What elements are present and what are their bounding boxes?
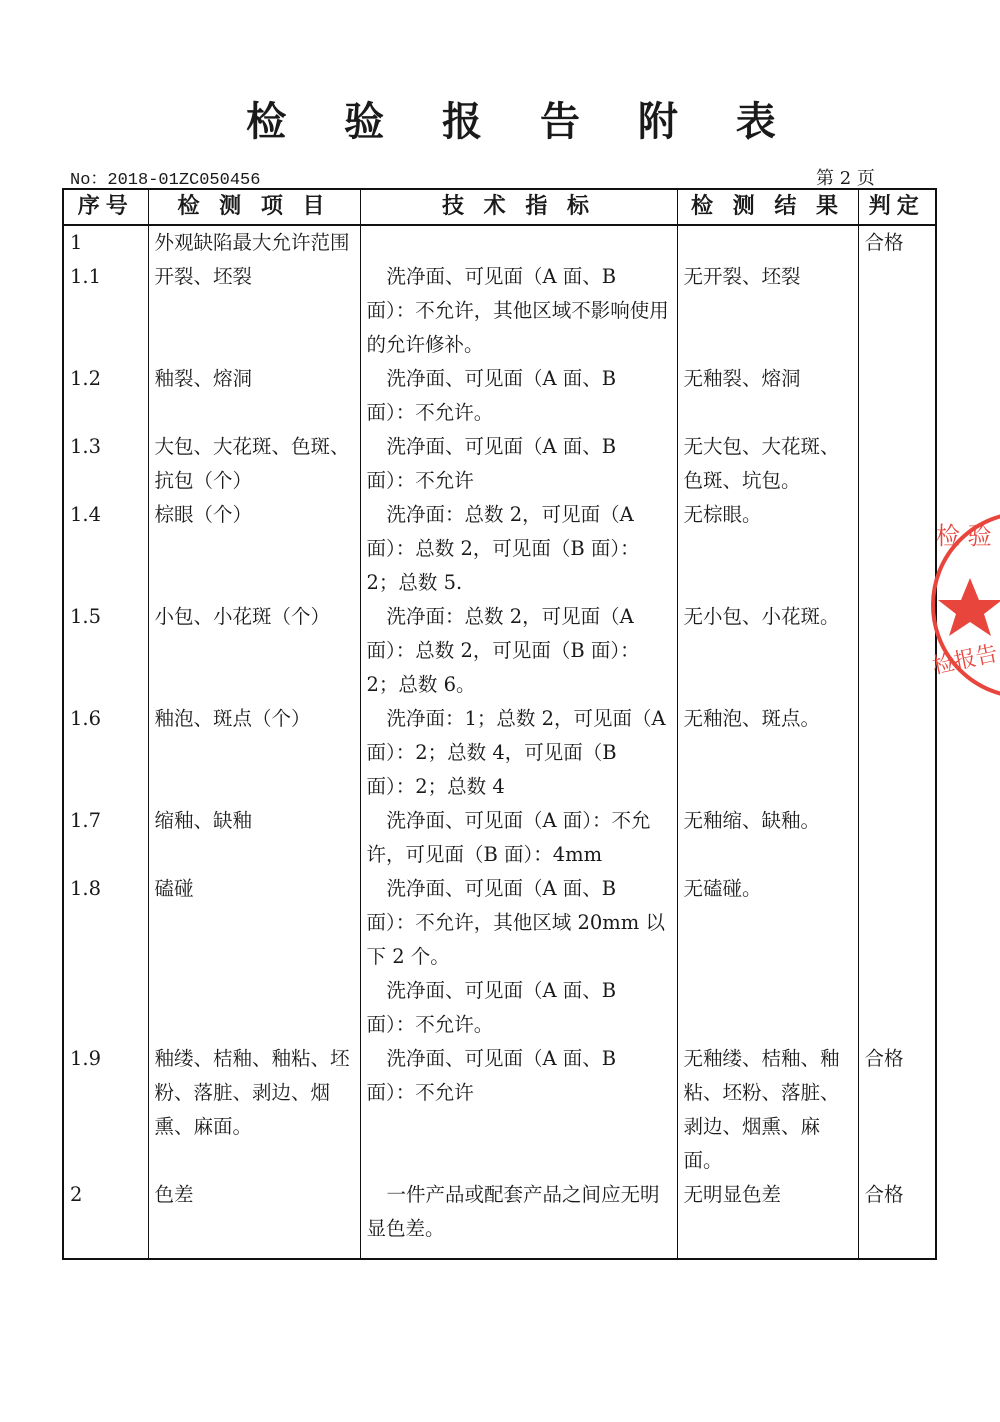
row-result: 无磕碰。 xyxy=(677,872,858,1042)
row-spec xyxy=(360,804,677,872)
row-result: 无大包、大花斑、色斑、坑包。 xyxy=(677,430,858,498)
row-item: 釉泡、斑点（个） xyxy=(148,702,360,804)
header-seq: 序号 xyxy=(63,189,148,225)
seal-text-bottom: 检报告 xyxy=(930,641,1000,680)
row-spec xyxy=(360,702,677,804)
table-row xyxy=(63,600,936,702)
row-verdict xyxy=(858,362,936,430)
row-seq: 1 xyxy=(63,225,148,260)
row-seq: 1.2 xyxy=(63,362,148,430)
inspection-table xyxy=(62,188,937,1260)
row-seq: 2 xyxy=(63,1178,148,1259)
row-seq: 1.4 xyxy=(63,498,148,600)
table-row xyxy=(63,702,936,804)
row-spec xyxy=(360,1042,677,1178)
page-number: 第 2 页 xyxy=(816,168,875,189)
spec-paragraph: 洗净面、可见面（A 面、B 面）：不允许。 xyxy=(366,367,617,424)
row-result: 无棕眼。 xyxy=(677,498,858,600)
row-seq: 1.6 xyxy=(63,702,148,804)
row-result: 无釉缩、缺釉。 xyxy=(677,804,858,872)
row-spec xyxy=(360,498,677,600)
row-item: 釉裂、熔洞 xyxy=(148,362,360,430)
spec-paragraph: 一件产品或配套产品之间应无明显色差。 xyxy=(366,1183,660,1240)
row-verdict: 合格 xyxy=(858,1178,936,1259)
row-result xyxy=(677,225,858,260)
row-item: 大包、大花斑、色斑、抗包（个） xyxy=(148,430,360,498)
header-item: 检 测 项 目 xyxy=(148,189,360,225)
row-item: 棕眼（个） xyxy=(148,498,360,600)
row-verdict xyxy=(858,430,936,498)
table-row xyxy=(63,1042,936,1178)
spec-paragraph: 洗净面、可见面（A 面、B 面）：不允许 xyxy=(366,435,617,492)
row-seq: 1.1 xyxy=(63,260,148,362)
row-verdict xyxy=(858,600,936,702)
table-row xyxy=(63,1178,936,1259)
row-result: 无釉缕、桔釉、釉粘、坯粉、落脏、剥边、烟熏、麻面。 xyxy=(677,1042,858,1178)
row-item: 色差 xyxy=(148,1178,360,1259)
row-seq: 1.3 xyxy=(63,430,148,498)
spec-paragraph: 洗净面：总数 2，可见面（A 面）：总数 2，可见面（B 面）：2；总数 5. xyxy=(366,503,640,594)
report-number: No：2018-01ZC050456 xyxy=(70,171,261,190)
table-row xyxy=(63,872,936,1042)
table-header-row xyxy=(63,189,936,225)
row-result: 无明显色差 xyxy=(677,1178,858,1259)
table-row xyxy=(63,498,936,600)
table-row xyxy=(63,430,936,498)
row-result: 无开裂、坯裂 xyxy=(677,260,858,362)
row-result: 无釉泡、斑点。 xyxy=(677,702,858,804)
row-spec xyxy=(360,225,677,260)
table-row xyxy=(63,804,936,872)
red-seal-stamp xyxy=(930,500,1000,710)
table-body xyxy=(63,225,936,1259)
table-row xyxy=(63,362,936,430)
row-spec xyxy=(360,362,677,430)
row-spec xyxy=(360,1178,677,1259)
table-row xyxy=(63,260,936,362)
row-spec xyxy=(360,430,677,498)
seal-star-icon xyxy=(938,578,1000,636)
row-spec xyxy=(360,600,677,702)
row-verdict xyxy=(858,702,936,804)
row-spec xyxy=(360,260,677,362)
seal-text-top: 检 验 xyxy=(936,522,992,550)
row-verdict: 合格 xyxy=(858,1042,936,1178)
spec-paragraph: 洗净面、可见面（A 面、B 面）：不允许 xyxy=(366,1047,617,1104)
row-verdict xyxy=(858,804,936,872)
spec-paragraph: 洗净面、可见面（A 面、B 面）：不允许。 xyxy=(366,979,617,1036)
spec-paragraph: 洗净面、可见面（A 面、B 面）：不允许，其他区域不影响使用的允许修补。 xyxy=(366,265,669,356)
row-verdict: 合格 xyxy=(858,225,936,260)
row-spec xyxy=(360,872,677,1042)
row-item: 外观缺陷最大允许范围 xyxy=(148,225,360,260)
row-seq: 1.7 xyxy=(63,804,148,872)
header-verdict: 判定 xyxy=(858,189,936,225)
row-seq: 1.9 xyxy=(63,1042,148,1178)
row-item: 釉缕、桔釉、釉粘、坯粉、落脏、剥边、烟熏、麻面。 xyxy=(148,1042,360,1178)
row-seq: 1.8 xyxy=(63,872,148,1042)
spec-paragraph: 洗净面：1；总数 2，可见面（A 面）：2；总数 4，可见面（B 面）：2；总数 4 xyxy=(366,707,666,798)
spec-paragraph: 洗净面、可见面（A 面）：不允许，可见面（B 面）：4mm xyxy=(366,809,651,866)
report-title: 检 验 报 告 附 表 xyxy=(246,99,798,145)
row-verdict xyxy=(858,498,936,600)
spec-paragraph: 洗净面：总数 2，可见面（A 面）：总数 2，可见面（B 面）：2；总数 6。 xyxy=(366,605,640,696)
header-spec: 技 术 指 标 xyxy=(360,189,677,225)
header-result: 检 测 结 果 xyxy=(677,189,858,225)
row-seq: 1.5 xyxy=(63,600,148,702)
row-item: 小包、小花斑（个） xyxy=(148,600,360,702)
table-row xyxy=(63,225,936,260)
row-item: 开裂、坯裂 xyxy=(148,260,360,362)
spec-paragraph: 洗净面、可见面（A 面、B 面）：不允许，其他区域 20mm 以下 2 个。 xyxy=(366,877,665,968)
row-verdict xyxy=(858,872,936,1042)
row-verdict xyxy=(858,260,936,362)
row-item: 磕碰 xyxy=(148,872,360,1042)
row-result: 无小包、小花斑。 xyxy=(677,600,858,702)
row-result: 无釉裂、熔洞 xyxy=(677,362,858,430)
row-item: 缩釉、缺釉 xyxy=(148,804,360,872)
